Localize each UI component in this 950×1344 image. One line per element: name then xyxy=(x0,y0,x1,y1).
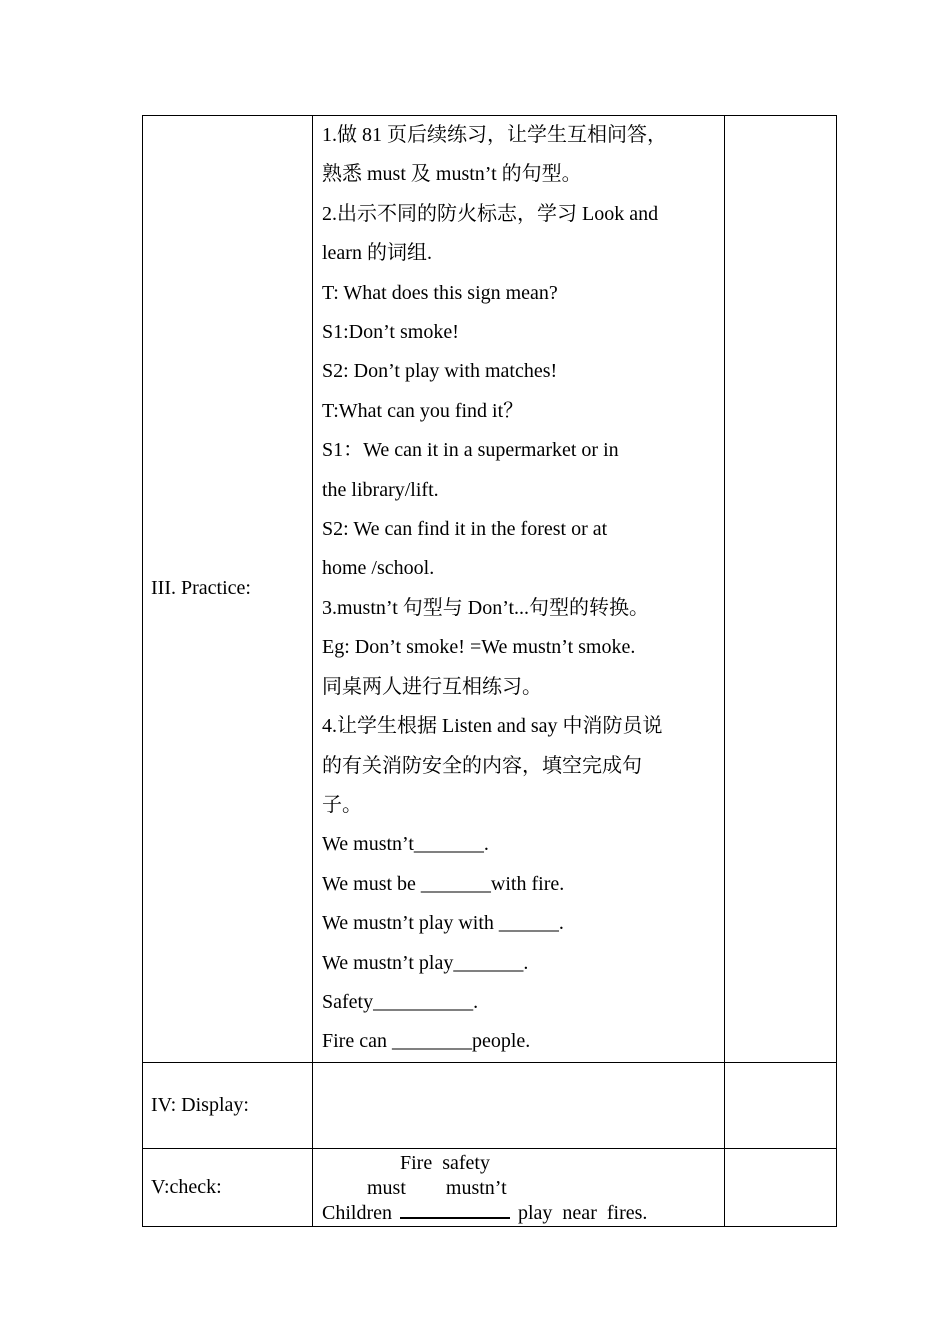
practice-line: the library/lift. xyxy=(322,478,439,501)
practice-line: 3.mustn’t 句型与 Don’t...句型的转换。 xyxy=(322,596,650,619)
check-sentence-start: Children xyxy=(322,1201,392,1224)
display-content-cell xyxy=(313,1062,725,1148)
practice-line: We mustn’t play with ______. xyxy=(322,912,564,935)
practice-line: Safety__________. xyxy=(322,990,479,1013)
practice-line: S2: We can find it in the forest or at xyxy=(322,518,608,541)
practice-line: T:What can you find it？ xyxy=(322,399,524,422)
practice-label: III. Practice: xyxy=(143,116,313,1063)
practice-line: S1:Don’t smoke! xyxy=(322,321,459,344)
practice-line: 1.做 81 页后续练习，让学生互相问答， xyxy=(322,124,667,146)
display-row xyxy=(143,1062,837,1148)
display-notes-cell xyxy=(725,1062,837,1148)
practice-row xyxy=(143,116,837,1063)
practice-line: 4.让学生根据 Listen and say 中消防员说 xyxy=(322,715,663,738)
check-sentence-end: play near fires. xyxy=(518,1201,648,1224)
display-label: IV: Display: xyxy=(143,1062,313,1148)
check-sentence xyxy=(322,1201,712,1226)
check-row xyxy=(143,1148,837,1226)
practice-line: home /school. xyxy=(322,557,435,580)
check-content xyxy=(313,1148,725,1226)
check-label: V:check: xyxy=(143,1148,313,1226)
practice-line: learn 的词组. xyxy=(322,242,432,265)
practice-line: Eg: Don’t smoke! =We mustn’t smoke. xyxy=(322,636,636,659)
practice-content xyxy=(313,116,725,1063)
practice-notes-cell xyxy=(725,116,837,1063)
practice-line: S1：We can it in a supermarket or in xyxy=(322,439,619,462)
answer-blank xyxy=(400,1203,510,1219)
practice-line: 同桌两人进行互相练习。 xyxy=(322,675,542,698)
check-title: Fire safety xyxy=(400,1151,490,1174)
practice-line: Fire can ________people. xyxy=(322,1030,531,1053)
practice-line: T: What does this sign mean? xyxy=(322,281,558,304)
practice-line: 的有关消防安全的内容，填空完成句 xyxy=(322,754,642,777)
lesson-plan-table xyxy=(142,115,837,1227)
check-notes-cell xyxy=(725,1148,837,1226)
practice-line: We mustn’t_______. xyxy=(322,833,489,856)
practice-line: S2: Don’t play with matches! xyxy=(322,360,558,383)
practice-line: We mustn’t play_______. xyxy=(322,951,529,974)
practice-line: We must be _______with fire. xyxy=(322,872,565,895)
practice-line: 熟悉 must 及 mustn’t 的句型。 xyxy=(322,163,582,186)
practice-line: 2.出示不同的防火标志，学习 Look and xyxy=(322,202,659,225)
check-options: must mustn’t xyxy=(367,1176,507,1199)
practice-line: 子。 xyxy=(322,793,362,816)
